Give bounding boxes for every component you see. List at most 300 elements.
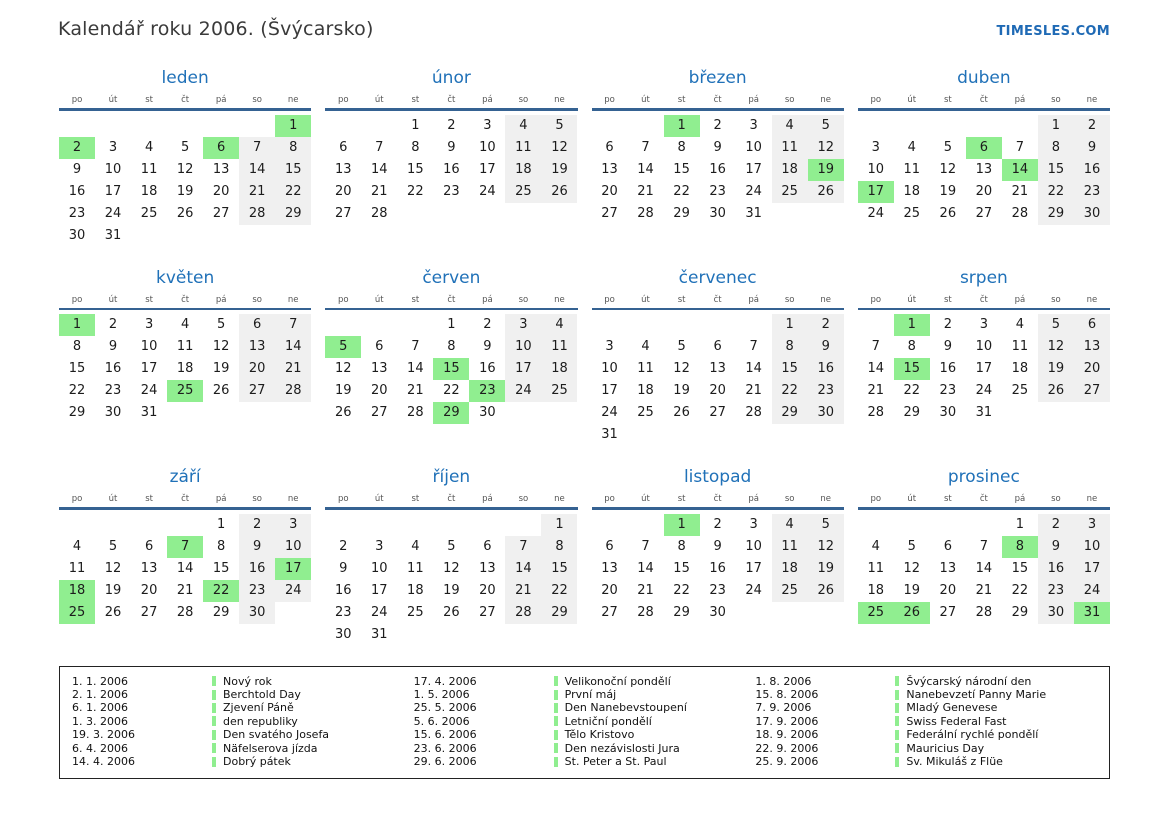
day-cell: 7: [641, 139, 650, 155]
day-cell: 14: [407, 361, 424, 376]
day-cell: 13: [1074, 336, 1110, 358]
legend-date: 6. 1. 2006: [72, 701, 128, 715]
weekday-label: pá: [1014, 494, 1026, 504]
weekday-separator: [858, 308, 1110, 311]
holiday-marker-icon: [895, 730, 899, 740]
day-cell: 24: [1074, 580, 1110, 602]
weekday-header-row: [59, 95, 311, 108]
weekday-label: st: [677, 494, 686, 504]
day-cell: 21: [1011, 183, 1029, 199]
day-cell: 2: [808, 314, 844, 336]
weekday-label: po: [71, 494, 83, 504]
day-cell: 19: [673, 383, 690, 398]
month-title: březen: [688, 68, 747, 88]
legend-row: [554, 715, 756, 728]
weekday-label: so: [1051, 494, 1061, 504]
day-cell: 9: [713, 538, 722, 554]
legend-holiday-name: Tělo Kristovo: [564, 728, 635, 742]
day-cell: 8: [1038, 137, 1074, 159]
day-cell: 22: [541, 580, 577, 602]
day-cell: 16: [239, 558, 275, 580]
weekday-label: ne: [820, 95, 832, 105]
day-cell: 4: [1015, 317, 1025, 332]
day-cell: 7: [1015, 139, 1025, 155]
empty-cell: [628, 314, 664, 336]
month-calendar: [858, 268, 1110, 447]
day-cell: 26: [808, 580, 844, 602]
empty-cell: [592, 514, 628, 536]
month-calendar: [858, 467, 1110, 646]
day-cell: 23: [808, 380, 844, 402]
days-grid: [59, 115, 311, 247]
day-cell: 23: [939, 383, 957, 398]
weekday-label: čt: [979, 294, 988, 305]
day-cell: 3: [375, 538, 384, 554]
month-title: listopad: [683, 467, 752, 487]
weekday-label: po: [337, 494, 349, 504]
day-cell: 27: [371, 405, 388, 420]
day-cell: 28: [505, 602, 541, 624]
day-cell: 13: [709, 361, 726, 376]
day-cell: 16: [443, 161, 460, 177]
day-cell: 9: [447, 139, 456, 155]
day-cell: 26: [1038, 380, 1074, 402]
day-cell: 11: [407, 560, 424, 576]
day-cell: 27: [140, 604, 158, 620]
month-title: prosinec: [947, 467, 1020, 487]
day-cell: 20: [601, 183, 618, 199]
legend-date: 1. 8. 2006: [755, 674, 812, 688]
empty-cell: [59, 115, 95, 137]
day-cell: 12: [673, 361, 690, 376]
legend-holiday-name: Zjevení Páně: [223, 701, 294, 715]
day-cell: 4: [871, 538, 880, 554]
day-cell: 27: [239, 380, 275, 402]
weekday-label: so: [518, 494, 529, 504]
day-cell: 25: [637, 405, 654, 420]
weekday-label: út: [641, 494, 650, 504]
day-cell: 14: [1002, 159, 1038, 181]
day-cell: 28: [975, 604, 993, 620]
day-cell: 17: [104, 183, 122, 199]
day-cell: 6: [339, 139, 348, 155]
legend-holiday-name: Den Nanebevstoupení: [564, 701, 687, 715]
day-cell: 9: [713, 139, 722, 155]
day-cell: 3: [749, 117, 758, 133]
day-cell: 25: [167, 380, 203, 402]
holiday-marker-icon: [554, 743, 558, 753]
day-cell: 5: [808, 115, 844, 137]
day-cell: 30: [104, 405, 122, 420]
day-cell: 23: [334, 604, 352, 620]
weekday-label: po: [870, 95, 882, 105]
day-cell: 8: [447, 339, 456, 354]
day-cell: 2: [59, 137, 95, 159]
legend-date: 6. 4. 2006: [72, 741, 128, 755]
day-cell: 3: [749, 516, 758, 532]
day-cell: 3: [275, 514, 311, 536]
empty-cell: [930, 514, 966, 536]
weekday-label: út: [907, 494, 917, 504]
day-cell: 27: [212, 205, 230, 221]
day-cell: 17: [601, 383, 618, 398]
holiday-marker-icon: [212, 703, 216, 713]
day-cell: 19: [176, 183, 194, 199]
weekday-label: ne: [820, 494, 832, 504]
day-cell: 23: [709, 183, 726, 199]
day-cell: 28: [371, 205, 388, 221]
month-title: květen: [155, 267, 215, 288]
legend-row: [895, 715, 1097, 728]
weekday-label: po: [71, 95, 83, 105]
legend-row: [212, 728, 414, 741]
day-cell: 9: [483, 339, 492, 354]
holiday-marker-icon: [554, 676, 558, 686]
day-cell: 16: [104, 361, 122, 376]
day-cell: 12: [334, 361, 352, 376]
day-cell: 30: [239, 602, 275, 624]
day-cell: 27: [709, 405, 726, 420]
empty-cell: [397, 514, 433, 536]
day-cell: 24: [275, 580, 311, 602]
legend-date: 22. 9. 2006: [755, 741, 819, 755]
days-grid: [325, 514, 577, 646]
day-cell: 5: [325, 336, 361, 358]
day-cell: 7: [749, 339, 758, 354]
day-cell: 24: [745, 183, 762, 199]
weekday-label: pá: [1014, 95, 1026, 105]
weekday-label: po: [604, 95, 615, 105]
day-cell: 5: [943, 139, 952, 155]
day-cell: 16: [1038, 558, 1074, 580]
day-cell: 18: [867, 582, 885, 598]
weekday-separator: [59, 308, 311, 311]
legend-date: 1. 1. 2006: [72, 674, 128, 688]
month-title: srpen: [959, 267, 1008, 288]
day-cell: 20: [975, 183, 993, 199]
day-cell: 29: [673, 205, 690, 221]
day-cell: 19: [1038, 358, 1074, 380]
legend-row: [212, 688, 414, 701]
day-cell: 12: [212, 339, 230, 354]
day-cell: 6: [144, 538, 154, 554]
day-cell: 4: [772, 115, 808, 137]
month-calendar: [592, 68, 844, 247]
weekday-label: so: [1051, 95, 1061, 105]
day-cell: 18: [637, 383, 654, 398]
day-cell: 10: [479, 139, 496, 155]
holiday-marker-icon: [554, 730, 558, 740]
day-cell: 22: [407, 183, 424, 199]
day-cell: 15: [894, 358, 930, 380]
day-cell: 25: [858, 602, 894, 624]
weekday-label: so: [784, 95, 795, 105]
legend-holiday-name: Mauricius Day: [906, 741, 985, 755]
weekday-label: út: [108, 494, 118, 504]
day-cell: 23: [469, 380, 505, 402]
day-cell: 25: [541, 380, 577, 402]
day-cell: 22: [275, 181, 311, 203]
day-cell: 27: [601, 604, 618, 620]
day-cell: 11: [772, 536, 808, 558]
day-cell: 25: [140, 205, 158, 221]
weekday-label: čt: [181, 494, 190, 504]
day-cell: 23: [443, 183, 460, 199]
weekday-label: so: [518, 294, 529, 305]
weekday-label: po: [71, 294, 83, 305]
day-cell: 31: [975, 405, 993, 420]
empty-cell: [131, 514, 167, 536]
day-cell: 27: [1074, 380, 1110, 402]
day-cell: 6: [605, 538, 614, 554]
day-cell: 16: [808, 358, 844, 380]
day-cell: 17: [745, 560, 762, 576]
day-cell: 9: [1038, 536, 1074, 558]
day-cell: 28: [745, 405, 762, 420]
weekday-label: st: [411, 494, 420, 504]
day-cell: 17: [745, 161, 762, 177]
weekday-label: čt: [713, 95, 722, 105]
day-cell: 25: [903, 205, 921, 221]
day-cell: 19: [334, 383, 352, 398]
day-cell: 2: [943, 317, 952, 332]
day-cell: 27: [601, 205, 618, 221]
days-grid: [325, 314, 577, 446]
day-cell: 18: [772, 159, 808, 181]
day-cell: 18: [903, 183, 921, 199]
weekday-label: so: [252, 294, 262, 305]
day-cell: 1: [1015, 516, 1025, 532]
weekday-header-row: [325, 95, 577, 108]
day-cell: 21: [239, 181, 275, 203]
day-cell: 3: [483, 117, 492, 133]
weekday-label: ne: [554, 494, 565, 504]
month-title: leden: [161, 68, 209, 88]
day-cell: 10: [745, 139, 762, 155]
month-calendar: [325, 268, 577, 447]
day-cell: 28: [239, 203, 275, 225]
day-cell: 30: [939, 405, 957, 420]
day-cell: 12: [808, 137, 844, 159]
weekday-label: so: [518, 95, 529, 105]
weekday-header-row: [325, 494, 577, 507]
empty-cell: [397, 314, 433, 336]
month-title: červenec: [678, 267, 757, 288]
day-cell: 4: [72, 538, 82, 554]
days-grid: [59, 314, 311, 446]
day-cell: 15: [407, 161, 424, 177]
weekday-header-row: [858, 295, 1110, 308]
day-cell: 22: [1038, 181, 1074, 203]
day-cell: 5: [180, 139, 190, 155]
day-cell: 1: [59, 314, 95, 336]
days-grid: [592, 115, 844, 247]
legend-row: [895, 728, 1097, 741]
day-cell: 19: [808, 159, 844, 181]
weekday-label: čt: [713, 294, 722, 305]
day-cell: 20: [212, 183, 230, 199]
month-calendar: [858, 68, 1110, 247]
day-cell: 17: [371, 582, 388, 598]
day-cell: 20: [939, 582, 957, 598]
legend-box: [59, 666, 1110, 780]
day-cell: 23: [104, 383, 122, 398]
day-cell: 11: [772, 137, 808, 159]
day-cell: 17: [140, 361, 158, 376]
day-cell: 21: [637, 183, 654, 199]
weekday-separator: [592, 308, 844, 311]
empty-cell: [592, 314, 628, 336]
day-cell: 4: [541, 314, 577, 336]
day-cell: 5: [541, 115, 577, 137]
day-cell: 30: [334, 626, 352, 642]
empty-cell: [858, 314, 894, 336]
day-cell: 15: [772, 358, 808, 380]
day-cell: 22: [443, 383, 460, 398]
legend-row: [212, 755, 414, 768]
day-cell: 21: [275, 358, 311, 380]
legend-group: [755, 675, 1097, 769]
day-cell: 21: [407, 383, 424, 398]
legend-date: 1. 5. 2006: [413, 687, 470, 701]
day-cell: 19: [104, 582, 122, 598]
weekday-label: st: [145, 494, 153, 504]
day-cell: 16: [709, 560, 726, 576]
month-title: září: [169, 467, 201, 487]
day-cell: 9: [808, 336, 844, 358]
weekday-separator: [858, 507, 1110, 510]
day-cell: 25: [407, 604, 424, 620]
empty-cell: [167, 115, 203, 137]
day-cell: 7: [239, 137, 275, 159]
day-cell: 4: [641, 339, 650, 354]
holiday-marker-icon: [212, 716, 216, 726]
day-cell: 23: [239, 580, 275, 602]
day-cell: 7: [505, 536, 541, 558]
day-cell: 31: [140, 405, 158, 420]
weekday-separator: [325, 507, 577, 510]
legend-holiday-name: Dobrý pátek: [223, 754, 291, 768]
weekday-label: st: [145, 95, 153, 105]
day-cell: 21: [975, 582, 993, 598]
day-cell: 11: [867, 560, 885, 576]
day-cell: 1: [411, 117, 420, 133]
day-cell: 28: [637, 604, 654, 620]
day-cell: 26: [104, 604, 122, 620]
brand-link[interactable]: TIMESLES.COM: [996, 24, 1110, 39]
weekday-label: ne: [1086, 494, 1098, 504]
empty-cell: [131, 115, 167, 137]
day-cell: 31: [601, 427, 618, 442]
empty-cell: [433, 514, 469, 536]
empty-cell: [736, 314, 772, 336]
day-cell: 1: [894, 314, 930, 336]
day-cell: 14: [176, 560, 194, 576]
day-cell: 26: [808, 181, 844, 203]
day-cell: 26: [334, 405, 352, 420]
day-cell: 13: [601, 161, 618, 177]
day-cell: 11: [1011, 339, 1029, 354]
day-cell: 30: [808, 402, 844, 424]
day-cell: 15: [433, 358, 469, 380]
day-cell: 17: [505, 358, 541, 380]
legend-holiday-name: St. Peter a St. Paul: [564, 754, 667, 768]
day-cell: 16: [709, 161, 726, 177]
legend-row: [554, 675, 756, 688]
day-cell: 28: [1011, 205, 1029, 221]
day-cell: 19: [443, 582, 460, 598]
day-cell: 9: [943, 339, 952, 354]
days-grid: [325, 115, 577, 247]
legend-group: [72, 675, 414, 769]
legend-date: 29. 6. 2006: [413, 754, 477, 768]
weekday-label: ne: [287, 494, 299, 504]
day-cell: 29: [772, 402, 808, 424]
day-cell: 6: [203, 137, 239, 159]
day-cell: 29: [212, 604, 230, 620]
day-cell: 14: [637, 161, 654, 177]
weekday-label: út: [641, 95, 650, 105]
day-cell: 10: [867, 161, 885, 177]
weekday-header-row: [858, 494, 1110, 507]
weekday-label: pá: [215, 294, 227, 305]
weekday-label: čt: [979, 494, 988, 504]
day-cell: 20: [709, 383, 726, 398]
holiday-marker-icon: [554, 757, 558, 767]
day-cell: 29: [903, 405, 921, 420]
empty-cell: [95, 514, 131, 536]
day-cell: 18: [176, 361, 194, 376]
day-cell: 29: [673, 604, 690, 620]
day-cell: 18: [505, 159, 541, 181]
day-cell: 7: [871, 339, 880, 354]
day-cell: 9: [108, 339, 118, 354]
day-cell: 1: [447, 317, 456, 332]
weekday-separator: [592, 108, 844, 111]
weekday-label: pá: [482, 294, 493, 305]
weekday-separator: [858, 108, 1110, 111]
day-cell: 21: [371, 183, 388, 199]
legend-row: [212, 701, 414, 714]
day-cell: 4: [907, 139, 916, 155]
legend-row: [895, 675, 1097, 688]
weekday-label: ne: [287, 294, 299, 305]
day-cell: 22: [903, 383, 921, 398]
legend-row: [895, 755, 1097, 768]
weekday-label: ne: [1086, 294, 1098, 305]
day-cell: 4: [505, 115, 541, 137]
day-cell: 19: [212, 361, 230, 376]
day-cell: 17: [275, 558, 311, 580]
legend-row: [895, 701, 1097, 714]
weekday-label: pá: [748, 294, 759, 305]
day-cell: 16: [1074, 159, 1110, 181]
day-cell: 7: [641, 538, 650, 554]
weekday-label: po: [870, 294, 882, 305]
weekday-label: so: [1051, 294, 1061, 305]
day-cell: 31: [104, 227, 122, 243]
day-cell: 28: [275, 380, 311, 402]
day-cell: 16: [68, 183, 86, 199]
legend-date: 7. 9. 2006: [755, 701, 812, 715]
empty-cell: [930, 115, 966, 137]
day-cell: 29: [541, 602, 577, 624]
weekday-header-row: [592, 95, 844, 108]
day-cell: 12: [541, 137, 577, 159]
day-cell: 15: [673, 161, 690, 177]
day-cell: 25: [772, 181, 808, 203]
days-grid: [592, 514, 844, 646]
